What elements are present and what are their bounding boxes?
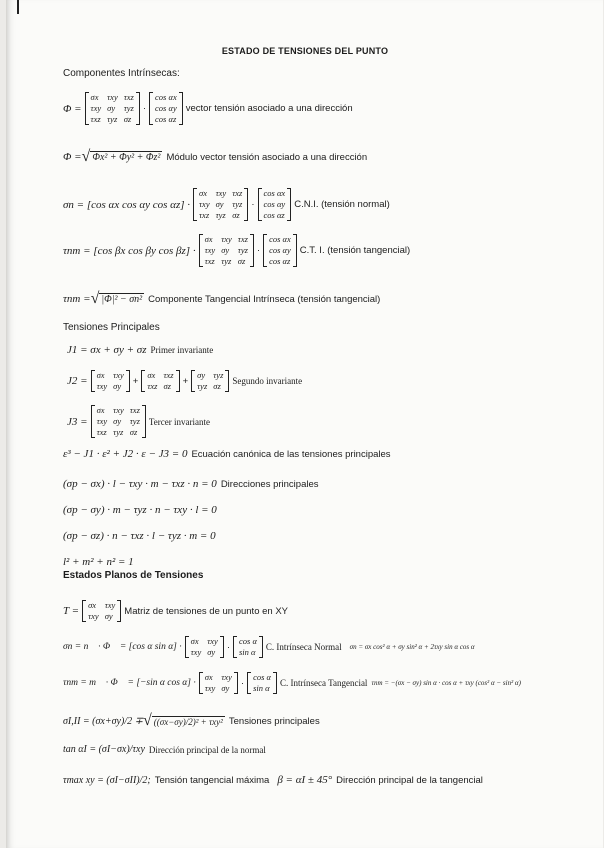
section-heading-intrinsic: Componentes Intrínsecas: <box>63 68 180 79</box>
eq-principal-stresses: σI,II = (σx+σy)/2 ∓ √ ((σx−σy)/2)² + τxy² Tensiones principales <box>63 712 320 729</box>
page-title: ESTADO DE TENSIONES DEL PUNTO <box>221 46 389 56</box>
document-page <box>6 0 603 848</box>
eq-normal-tension: σn = [cos αx cos αy cos αz] · σx τxy τxz τxy σy τyz τxz τyz σz · cos αx cos αy cos αz C.N.I. (tensión normal) <box>63 188 390 220</box>
section-heading-plane: Estados Planos de Tensiones <box>63 570 204 581</box>
eq-tan-direction: tan αI = (σI−σx)/τxy Dirección principal de la normal <box>63 744 266 755</box>
eq-description: vector tensión asociado a una dirección <box>185 103 353 114</box>
eq-modulus: Φ = √ Φx² + Φy² + Φz² Módulo vector tensión asociado a una dirección <box>63 148 368 165</box>
eq-vector-tension: Φ = σx τxy τxz τxy σy τyz τxz τyz σz · cos αx cos αy cos αz vector tensión asociado a una dirección <box>63 92 353 124</box>
eq-tangential-intrinsic: τnm = √ |Φ|² − σn² Componente Tangencial Intrínseca (tensión tangencial) <box>63 290 381 307</box>
direction-cosines: cos αx cos αy cos αz <box>149 92 183 125</box>
eq-max-shear: τmax xy = (σI−σII)/2; Tensión tangencial máxima β = αI ± 45° Dirección principal de la tangencial <box>63 774 483 786</box>
eq-direction-1: (σp − σx) · l − τxy · m − τxz · n = 0 Direcciones principales <box>63 478 319 490</box>
eq-j2: J2 = σx τxy τxy σy + σx τxz τxz σz + σy τyz τyz σz Segundo invariante <box>67 370 303 391</box>
eq-lhs: Φ = <box>63 102 82 115</box>
eq-normalization: l² + m² + n² = 1 <box>63 556 134 568</box>
eq-tangential-tension: τnm = [cos βx cos βy cos βz] · σx τxy τxz τxy σy τyz τxz τyz σz · cos αx cos αy cos αz C.T. I. (tensión tangencial) <box>63 234 411 266</box>
eq-j3: J3 = σx τxy τxz τxy σy τyz τxz τyz σz Tercer invariante <box>67 405 210 437</box>
eq-plane-matrix: T = σx τxy τxy σy Matriz de tensiones de un punto en XY <box>63 600 288 621</box>
section-heading-principal: Tensiones Principales <box>63 322 160 333</box>
eq-canonical: ε³ − J1 · ε² + J2 · ε − J3 = 0 Ecuación canónica de las tensiones principales <box>63 448 391 460</box>
stress-matrix: σx τxy τxz τxy σy τyz τxz τyz σz <box>85 92 140 125</box>
eq-direction-3: (σp − σz) · n − τxz · l − τyz · m = 0 <box>63 530 216 542</box>
eq-j1: J1 = σx + σy + σz Primer invariante <box>67 344 214 356</box>
eq-direction-2: (σp − σy) · m − τyz · n − τxy · l = 0 <box>63 504 217 516</box>
eq-plane-tangential: τnm = m⃗ · Φ⃗ = [−sin α cos α] · σx τxy τxy σy · cos α sin α C. Intrínseca Tangencial τnm = −(σx − σy) sin α · cos α + τxy (cos² α − sin² α) <box>63 672 521 693</box>
page-edge-mark <box>17 0 19 14</box>
eq-plane-normal: σn = n⃗ · Φ⃗ = [cos α sin α] · σx τxy τxy σy · cos α sin α C. Intrínseca Normal σn = σx cos² α + σy sin² α + 2τxy sin α cos α <box>63 636 475 657</box>
